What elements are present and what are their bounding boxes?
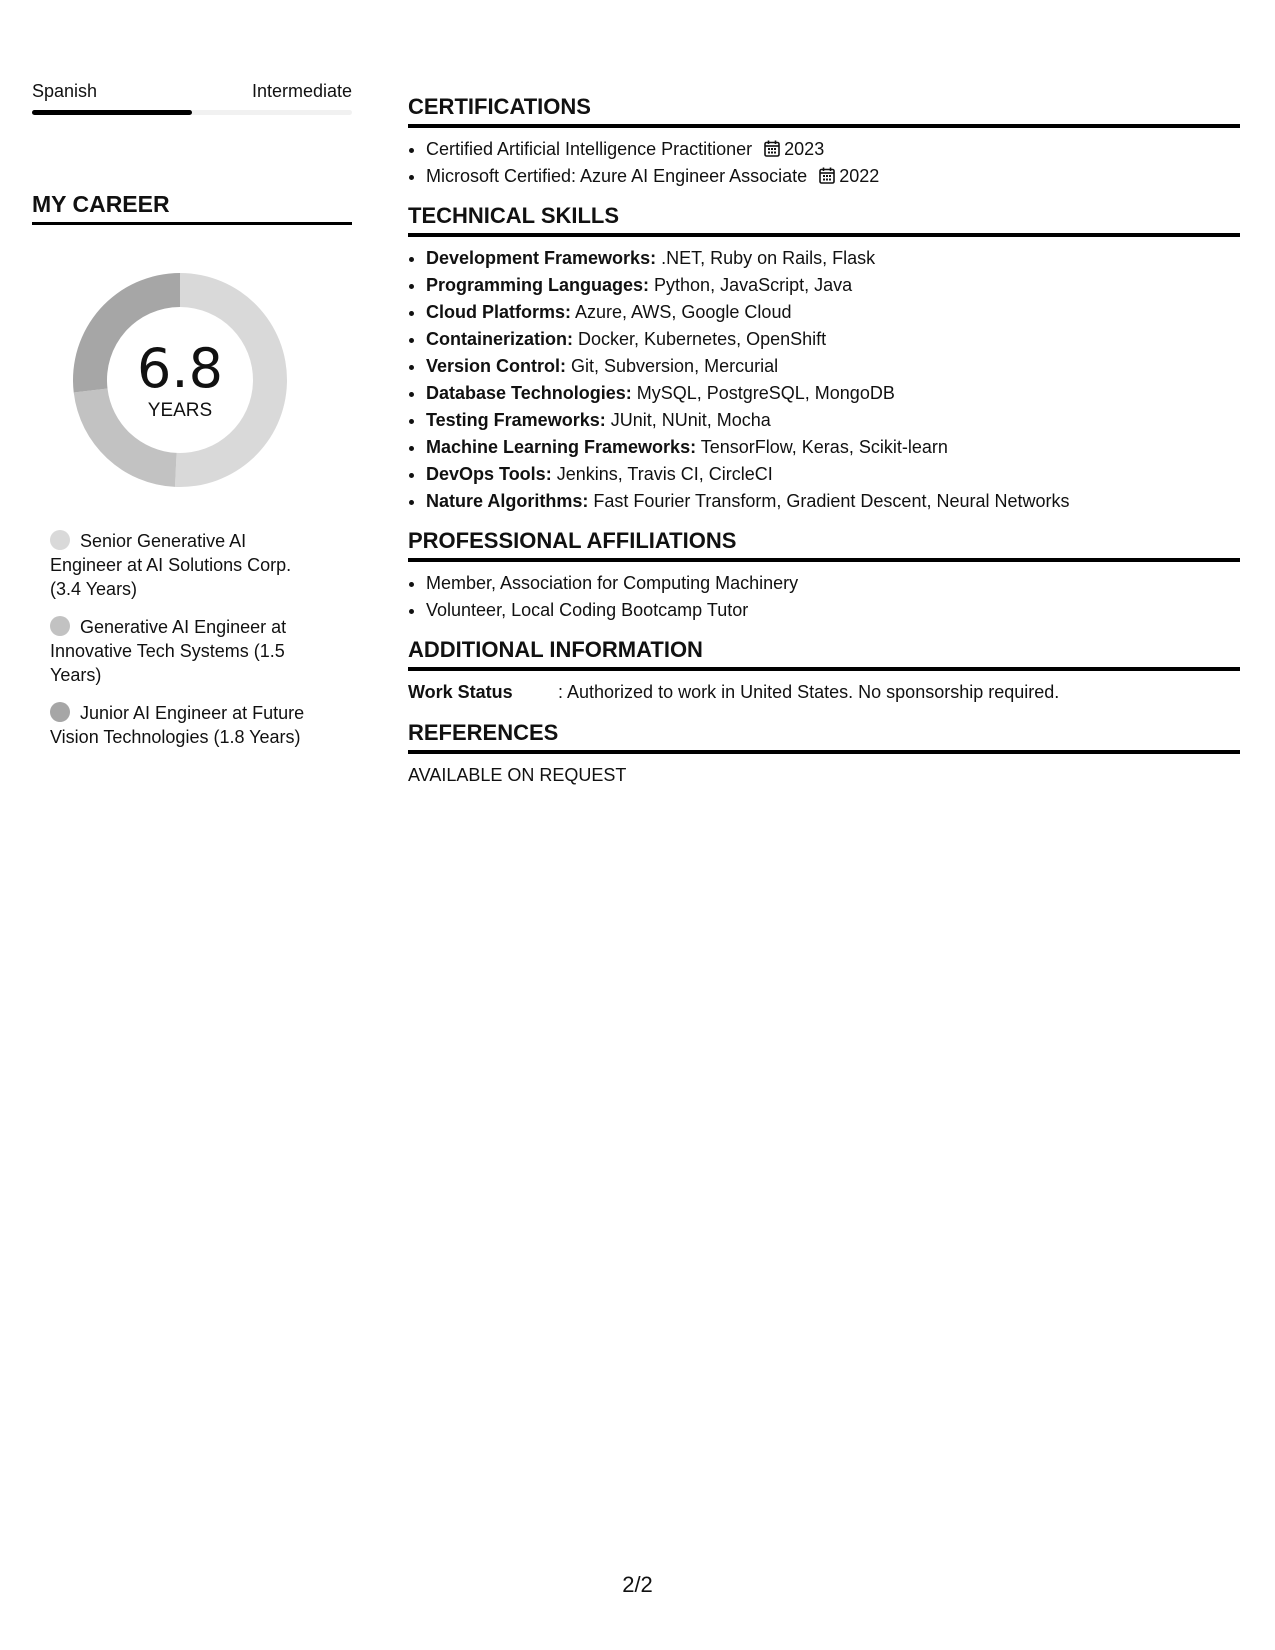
career-dot-icon [50,702,70,722]
career-title: MY CAREER [32,191,352,225]
page-number: 2/2 [622,1572,653,1597]
skill-label: Cloud Platforms: [426,302,572,322]
donut-center [67,267,293,493]
affiliations-title: PROFESSIONAL AFFILIATIONS [408,528,1240,562]
skill-item [426,245,1240,272]
skill-label: DevOps Tools: [426,464,552,484]
skill-value: .NET, Ruby on Rails, Flask [656,248,876,268]
skill-item [426,488,1240,515]
career-list [50,529,320,749]
skill-item [426,461,1240,488]
work-status-row [408,679,1240,706]
skill-label: Containerization: [426,329,573,349]
affiliation-item: • Member, Association for Computing Machinery [426,570,1240,597]
language-name: Spanish [32,81,98,101]
certification-item [426,163,1240,190]
skills-list [408,245,1240,515]
skill-label: Version Control: [426,356,567,376]
skill-value: Docker, Kubernetes, OpenShift [573,329,827,349]
career-total-value: 6.8 [137,337,223,400]
language-level: Intermediate [251,81,352,101]
certifications-title: CERTIFICATIONS [408,94,1240,128]
career-total-unit: YEARS [147,400,213,421]
certifications-list [408,136,1240,190]
skill-value: Azure, AWS, Google Cloud [571,302,792,322]
skill-item [426,380,1240,407]
skill-label: Testing Frameworks: [426,410,606,430]
career-item-label: Generative AI Engineer at Innovative Tech Systems (1.5 Years) [50,617,287,685]
career-item-label: Senior Generative AI Engineer at AI Solutions Corp. (3.4 Years) [50,531,292,599]
left-column [32,80,352,763]
skill-value: Fast Fourier Transform, Gradient Descent, Neural Networks [588,491,1070,511]
certification-year: 2022 [839,166,880,186]
skill-item [426,326,1240,353]
skill-value: Python, JavaScript, Java [649,275,853,295]
calendar-icon [819,167,835,184]
skill-value: TensorFlow, Keras, Scikit-learn [696,437,948,457]
career-donut [67,267,293,493]
skill-label: Database Technologies: [426,383,632,403]
skill-value: JUnit, NUnit, Mocha [605,410,771,430]
language-bar-track [32,110,352,115]
skill-item [426,407,1240,434]
references-text: AVAILABLE ON REQUEST [408,765,627,785]
references-title: REFERENCES [408,720,1240,754]
work-status-value: : Authorized to work in United States. No sponsorship required. [558,682,1060,702]
skill-value: Git, Subversion, Mercurial [566,356,779,376]
certification-item [426,136,1240,163]
skill-label: Programming Languages: [426,275,650,295]
skill-item [426,272,1240,299]
language-bar-fill [32,110,192,115]
career-dot-icon [50,530,70,550]
skill-value: MySQL, PostgreSQL, MongoDB [631,383,895,403]
skill-label: Development Frameworks: [426,248,657,268]
right-column [408,94,1240,789]
career-item [50,615,320,687]
language-row [32,80,352,102]
affiliations-list [408,570,1240,624]
certification-year: 2023 [784,139,825,159]
skill-label: Machine Learning Frameworks: [426,437,697,457]
work-status-label: Work Status [408,682,513,702]
skill-label: Nature Algorithms: [426,491,589,511]
career-item [50,701,320,749]
certification-name: Certified Artificial Intelligence Practitioner [426,139,753,159]
skill-item [426,353,1240,380]
skill-item [426,299,1240,326]
certification-name: Microsoft Certified: Azure AI Engineer Associate [426,166,808,186]
career-item-label: Junior AI Engineer at Future Vision Technologies (1.8 Years) [50,703,305,747]
affiliation-item: • Volunteer, Local Coding Bootcamp Tutor [426,597,1240,624]
skill-item [426,434,1240,461]
additional-info-title: ADDITIONAL INFORMATION [408,637,1240,671]
calendar-icon [764,140,780,157]
career-dot-icon [50,616,70,636]
skills-title: TECHNICAL SKILLS [408,203,1240,237]
skill-value: Jenkins, Travis CI, CircleCI [551,464,773,484]
career-item [50,529,320,601]
